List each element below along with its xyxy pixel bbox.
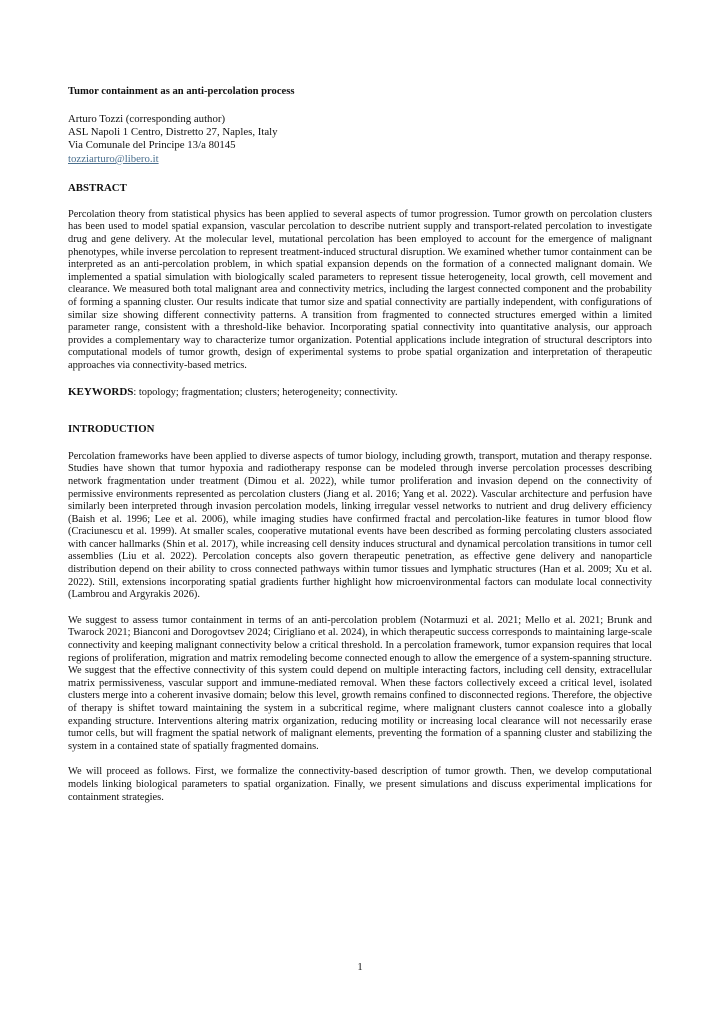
keywords-text: : topology; fragmentation; clusters; heterogeneity; connectivity. bbox=[133, 386, 398, 398]
author-block bbox=[68, 113, 652, 167]
abstract-text: Percolation theory from statistical physics has been applied to several aspects of tumor progression. Tumor growth on percolation clusters has been used to model spatial expansion, vascular percolation to describe nutrient supply and transport-related percolation to investigate drug and gene delivery. At the molecular level, mutational percolation has been employed to account for the emergence of malignant phenotypes, while inverse percolation to represent treatment-induced structural disruption. We examined whether tumor containment can be interpreted as an anti-percolation problem, in which spatial expansion depends on the formation of a connected malignant domain. We implemented a spatial simulation with biologically scaled parameters to represent tissue heterogeneity, local growth, cell movement and clearance. We measured both total malignant area and connectivity metrics, including the largest connected component and the probability of forming a spanning cluster. Our results indicate that tumor size and spatial connectivity are partially independent, with configurations of similar size showing different connectivity patterns. A transition from fragmented to connected structures emerged within a limited parameter range, consistent with a threshold-like behavior. Incorporating spatial connectivity into quantitative analysis, our approach provides a complementary way to characterize tumor organization. Potential applications include integration of structural descriptors into computational models of tumor growth, design of experimental systems to probe spatial organization and interpretation of therapeutic approaches via connectivity-based metrics. bbox=[68, 208, 652, 371]
author-affiliation: ASL Napoli 1 Centro, Distretto 27, Naples, Italy bbox=[68, 126, 278, 138]
author-email-link[interactable]: tozziarturo@libero.it bbox=[68, 152, 159, 165]
introduction-paragraph-2: We suggest to assess tumor containment in terms of an anti-percolation problem (Notarmuzi et al. 2021; Mello et al. 2021; Brunk and Twarock 2021; Bianconi and Dorogovtsev 2024; Cirigliano et al. 2024), in which therapeutic success corresponds to maintaining large-scale connectivity and keeping malignant connectivity below a critical threshold. In a percolation framework, tumor expansion requires that local regions of proliferation, migration and matrix remodeling become connected enough to allow the emergence of a system-spanning structure. We suggest that the effective connectivity of this system could depend on multiple interacting factors, including cell density, extracellular matrix permissiveness, vascular support and immune-mediated removal. When these factors collectively exceed a critical level, isolated clusters merge into a coherent invasive domain; below this level, growth remains confined to disconnected regions. Therefore, the objective of therapy is shiftet toward maintaining the system in a subcritical regime, where malignant clusters cannot coalesce into a globally expanding structure. Interventions altering matrix organization, reducing motility or increasing local clearance will not necessarily erase tumor cells, but will fragment the spatial network of malignant elements, preventing the formation of a spanning cluster and stabilizing the system in a contained state of spatially fragmented domains. bbox=[68, 614, 652, 752]
introduction-paragraph-3: We will proceed as follows. First, we formalize the connectivity-based description of tumor growth. Then, we develop computational models linking biological parameters to spatial organization. Finally, we present simulations and discuss experimental implications for containment strategies. bbox=[68, 766, 652, 803]
abstract-heading: ABSTRACT bbox=[68, 182, 127, 195]
paper-title: Tumor containment as an anti-percolation process bbox=[68, 86, 295, 97]
page-number: 1 bbox=[357, 962, 363, 973]
introduction-heading: INTRODUCTION bbox=[68, 423, 155, 436]
paper-page bbox=[68, 86, 652, 817]
author-name: Arturo Tozzi (corresponding author) bbox=[68, 112, 226, 125]
keywords-line bbox=[68, 386, 652, 400]
author-address: Via Comunale del Principe 13/a 80145 bbox=[68, 139, 236, 152]
keywords-label: KEYWORDS bbox=[68, 385, 134, 398]
introduction-paragraph-1: Percolation frameworks have been applied to diverse aspects of tumor biology, including growth, transport, mutation and therapy response. Studies have shown that tumor hypoxia and radiotherapy response can be modeled through inverse percolation processes describing network fragmentation under treatment (Dimou et al. 2022), while tumor proliferation and invasion depend on the connectivity of permissive environments represented as percolation clusters (Jiang et al. 2016; Yang et al. 2022). Vascular architecture and perfusion have similarly been interpreted through invasion percolation models, linking irregular vessel networks to nutrient and drug delivery efficiency (Baish et al. 1996; Lee et al. 2006), while imaging studies have confirmed fractal and percolation-like features in tumor blood flow (Craciunescu et al. 1999). At smaller scales, cooperative mutational events have been described as forming percolating clusters associated with cancer hallmarks (Shin et al. 2017), while increasing cell density induces structural and dynamical percolation transitions in tumor cell assemblies (Liu et al. 2022). Percolation concepts also govern therapeutic penetration, as effective gene delivery and nanoparticle distribution depend on their ability to cross connected pathways within tumor tissues and lymphatic structures (Han et al. 2009; Xu et al. 2022). Still, extensions incorporating spatial gradients further highlight how microenvironmental factors can modulate local connectivity (Lambrou and Argyrakis 2026). bbox=[68, 450, 652, 601]
